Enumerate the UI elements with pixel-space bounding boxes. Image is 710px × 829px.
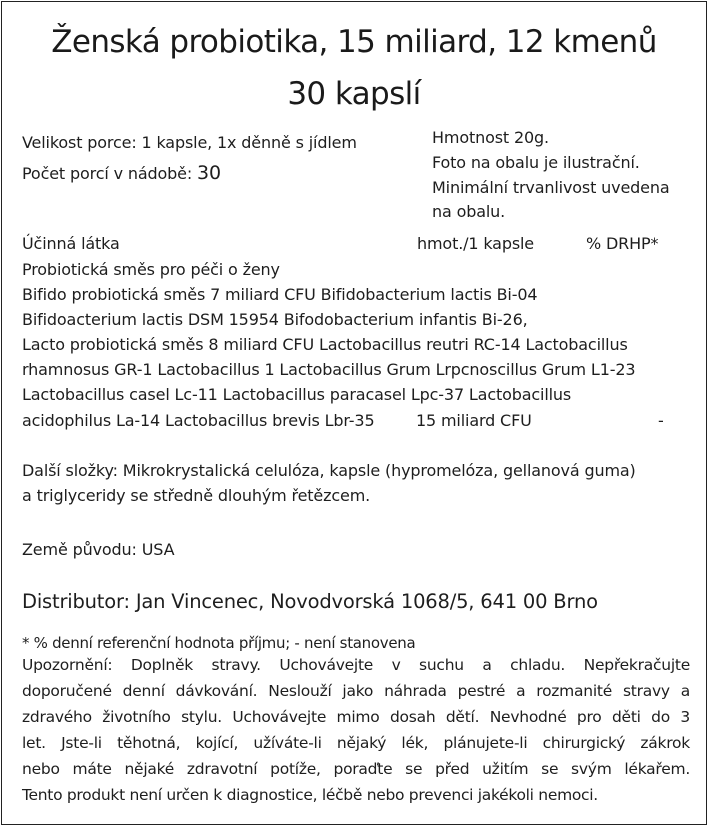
header-drhp: % DRHP* [586,234,659,253]
other-ingredients-line1: Další složky: Mikrokrystalická celulóza, kapsle (hypromelóza, gellanová guma) [22,461,636,480]
warning-line: Upozornění: Doplněk stravy. Uchovávejte v suchu a chladu. Nepřekračujte [22,656,690,674]
ingredient-line: rhamnosus GR-1 Lactobacillus 1 Lactobacillus Grum Lrpcnoscillus Grum L1-23 [22,360,636,379]
warning-line: doporučené denní dávkování. Neslouží jako náhrada pestré a rozmanité stravy a [22,682,690,700]
ingredient-line: Lacto probiotická směs 8 miliard CFU Lactobacillus reutri RC-14 Lactobacillus [22,335,628,354]
net-weight: Hmotnost 20g. [432,128,549,147]
product-label [1,1,707,825]
country-of-origin: Země původu: USA [22,540,175,559]
amount-value: 15 miliard CFU [416,411,532,430]
product-title: Ženská probiotika, 15 miliard, 12 kmenů [51,24,657,60]
header-substance: Účinná látka [22,234,120,253]
servings-per-container [22,162,221,184]
expiry-note-line2: na obalu. [432,202,506,221]
ingredient-line: Probiotická směs pro péči o ženy [22,260,280,279]
warning-line: nebo máte nějaké zdravotní potíže, poraďte se před užitím se svým lékařem. [22,760,690,778]
warning-line: zdravého životního stylu. Uchovávejte mimo dosah dětí. Nevhodné pro děti do 3 [22,708,690,726]
servings-value: 30 [197,162,221,184]
ingredient-line: Bifidoacterium lactis DSM 15954 Bifodobacterium infantis Bi-26, [22,310,528,329]
photo-note: Foto na obalu je ilustrační. [432,153,640,172]
warning-last-line: Tento produkt není určen k diagnostice, léčbě nebo prevenci jakékoli nemoci. [22,786,598,804]
footnote: * % denní referenční hodnota příjmu; - není stanovena [22,634,416,652]
servings-label: Počet porcí v nádobě: [22,164,197,183]
ingredient-line: Lactobacillus casel Lc-11 Lactobacillus paracasel Lpc-37 Lactobacillus [22,385,572,404]
other-ingredients-line2: a triglyceridy se středně dlouhým řetězcem. [22,486,371,505]
distributor: Distributor: Jan Vincenec, Novodvorská 1068/5, 641 00 Brno [22,590,598,613]
expiry-note-line1: Minimální trvanlivost uvedena [432,178,670,197]
header-amount: hmot./1 kapsle [417,234,535,253]
ingredient-line: acidophilus La-14 Lactobacillus brevis Lbr-35 [22,411,375,430]
ingredient-line: Bifido probiotická směs 7 miliard CFU Bifidobacterium lactis Bi-04 [22,285,538,304]
product-subtitle: 30 kapslí [287,76,421,112]
warning-line: let. Jste-li těhotná, kojící, užíváte-li nějaký lék, plánujete-li chirurgický zákrok [22,734,690,752]
serving-size: Velikost porce: 1 kapsle, 1x děnně s jídlem [22,133,357,152]
drhp-value: - [658,411,664,430]
